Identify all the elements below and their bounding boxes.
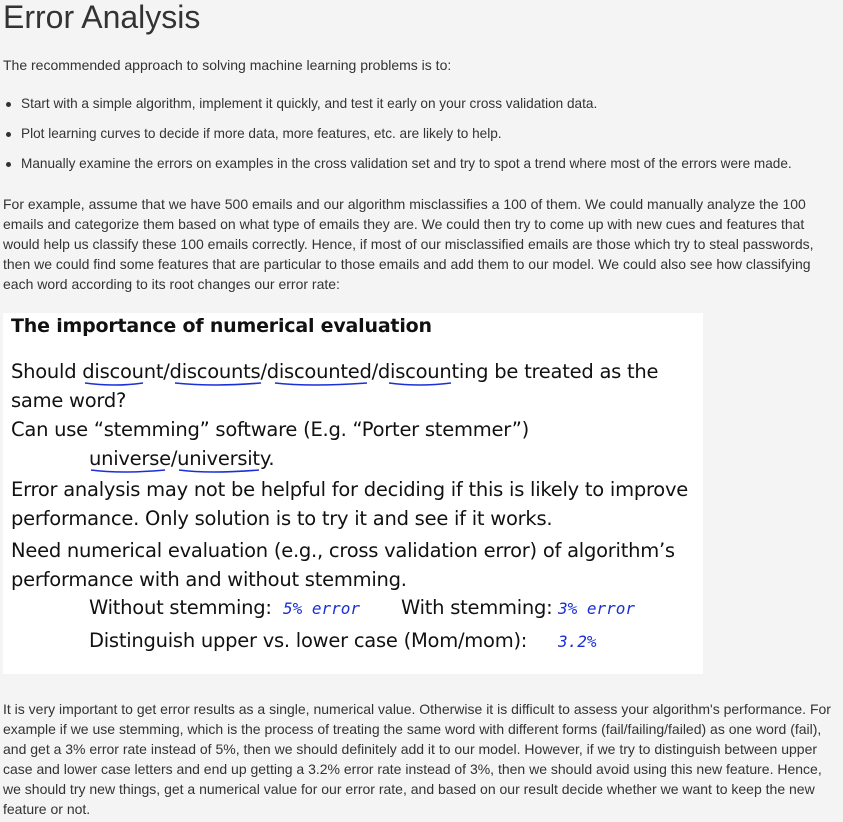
- slide-line-with-without: performance with and without stemming.: [11, 568, 407, 591]
- slide-line-same-word: same word?: [11, 389, 127, 412]
- slide-line-universe: universe/university.: [89, 447, 275, 470]
- handwritten-underlines: [3, 313, 703, 674]
- with-stemming-value: 3% error: [558, 599, 636, 618]
- slide-line-question: Should discount/discounts/discounted/discounting be treated as the: [11, 360, 659, 383]
- list-item-text: Plot learning curves to decide if more data, more features, etc. are likely to help.: [21, 126, 502, 141]
- list-item: [3, 124, 841, 154]
- page-title: Error Analysis: [3, 0, 201, 35]
- without-stemming-label: Without stemming:: [89, 596, 272, 619]
- list-item-text: Manually examine the errors on examples in the cross validation set and try to spot a trend where most of the errors were made.: [21, 156, 792, 171]
- recommendation-list: [3, 94, 841, 184]
- conclusion-paragraph: It is very important to get error results as a single, numerical value. Otherwise it is difficult to assess your algorithm's performance. For example if we use stemming, which is the process of treating the same word with different forms (fail/failing/failed) as one word (fail), and get a 3% error rate instead of 5%, then we should definitely add it to our model. However, if we try to distinguish between upper case and lower case letters and end up getting a 3.2% error rate instead of 3%, then we should avoid using this new feature. Hence, we should try new things, get a numerical value for our error rate, and based on our result decide whether we want to keep the new feature or not.: [3, 701, 831, 817]
- bullet-icon: [6, 162, 11, 167]
- case-distinction-value: 3.2%: [558, 632, 597, 651]
- case-distinction-label: Distinguish upper vs. lower case (Mom/mom):: [89, 629, 528, 652]
- bullet-icon: [6, 102, 11, 107]
- slide-title: The importance of numerical evaluation: [11, 315, 432, 337]
- slide-line-stemming: Can use “stemming” software (E.g. “Porter stemmer”): [11, 418, 529, 441]
- bullet-icon: [6, 132, 11, 137]
- example-paragraph: For example, assume that we have 500 emails and our algorithm misclassifies a 100 of them. We could manually analyze the 100 emails and categorize them based on what type of emails they are. We could then try to come up with new cues and features that would help us classify these 100 emails correctly. Hence, if most of our misclassified emails are those which try to steal passwords, then we could find some features that are particular to those emails and add them to our model. We could also see how classifying each word according to its root changes our error rate:: [3, 196, 814, 292]
- slide-line-performance: performance. Only solution is to try it and see if it works.: [11, 507, 553, 530]
- lecture-slide-image: [3, 313, 703, 674]
- list-item-text: Start with a simple algorithm, implement it quickly, and test it early on your cross validation data.: [21, 96, 598, 111]
- slide-line-need-evaluation: Need numerical evaluation (e.g., cross validation error) of algorithm’s: [11, 539, 675, 562]
- list-item: [3, 154, 841, 184]
- intro-text: The recommended approach to solving machine learning problems is to:: [3, 57, 452, 73]
- without-stemming-value: 5% error: [283, 599, 361, 618]
- slide-line-error-analysis: Error analysis may not be helpful for deciding if this is likely to improve: [11, 478, 689, 501]
- list-item: [3, 94, 841, 124]
- with-stemming-label: With stemming:: [401, 596, 553, 619]
